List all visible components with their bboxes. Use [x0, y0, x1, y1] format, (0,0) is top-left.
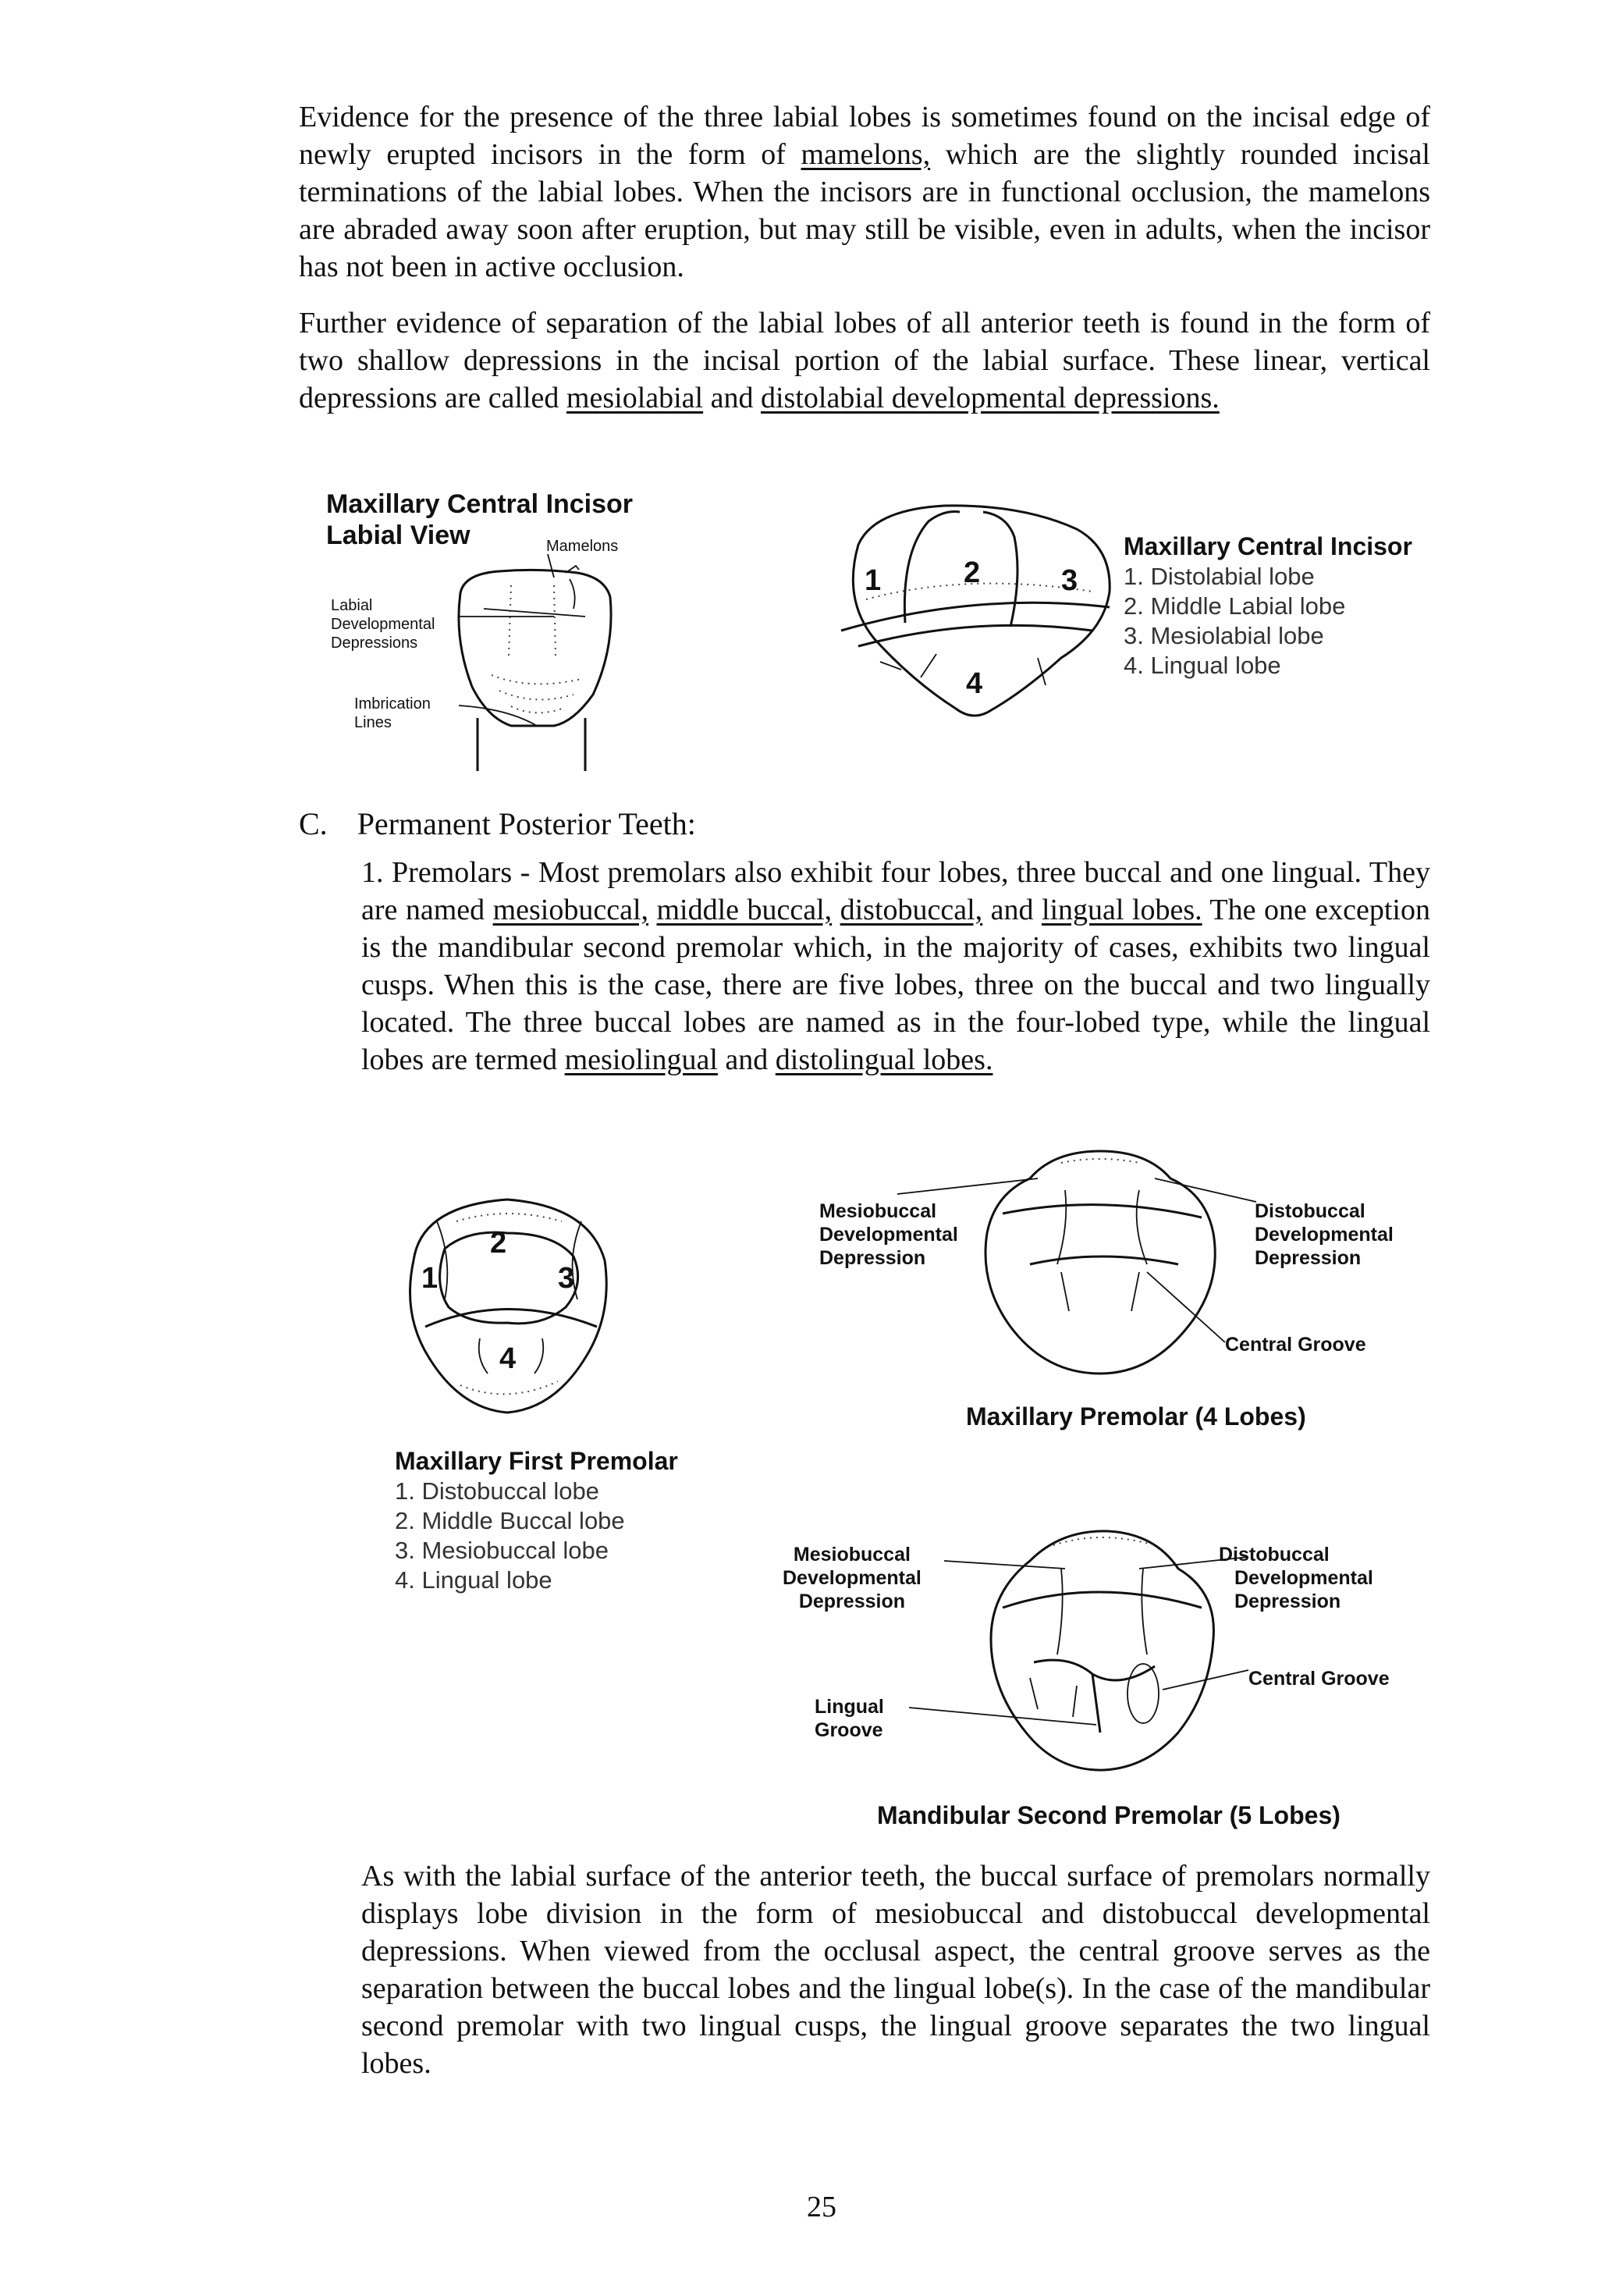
label-line: Groove	[815, 1719, 883, 1741]
label-mesiobuccal-depression-1	[819, 1200, 958, 1270]
incisor-lobes-legend	[1124, 531, 1412, 681]
label-central-groove-2: Central Groove	[1248, 1668, 1390, 1690]
label-line: Developmental	[819, 1224, 958, 1246]
legend-item: 4. Lingual lobe	[395, 1566, 552, 1594]
legend-item: 3. Mesiolabial lobe	[1124, 622, 1324, 649]
lobe-number-3: 3	[1061, 564, 1078, 597]
lobe-number-2: 2	[964, 556, 981, 589]
label-line: Depression	[1255, 1247, 1362, 1269]
label-line: Imbrication	[354, 695, 431, 713]
paragraph-text: Further evidence of separation of the labial lobes of all anterior teeth is found in the form of two shallow depressions in the incisal portion of the labial surface. These linear, vertical depressions are called	[299, 307, 1430, 414]
max-premolar-caption: Maxillary Premolar (4 Lobes)	[966, 1402, 1306, 1431]
paragraph-text: Evidence for the presence of the three labial lobes is sometimes found on the incisal edge of newly erupted incisors in the form of	[299, 101, 1430, 171]
label-line: Depression	[1234, 1590, 1341, 1612]
label-line: Depression	[819, 1247, 926, 1269]
paragraph-text: As with the labial surface of the anterior teeth, the buccal surface of premolars normally displays lobe division in the form of mesiobuccal and distobuccal developmental depressions. When viewed from the occlusal aspect, the central groove serves as the separation between the buccal lobes and the lingual lobe(s). In the case of the mandibular second premolar with two lingual cusps, the lingual groove separates the two lingual lobes.	[361, 1860, 1430, 2080]
incisor-labial-title-line2: Labial View	[326, 521, 471, 550]
label-mesiobuccal-depression-2	[783, 1543, 922, 1613]
label-line: Distobuccal	[1255, 1200, 1365, 1222]
label-lingual-groove	[815, 1695, 884, 1742]
lobe-number-4: 4	[499, 1342, 517, 1375]
incisor-labial-title-line1: Maxillary Central Incisor	[326, 489, 634, 519]
paragraph-mamelons	[299, 98, 1430, 286]
lobe-number-1: 1	[865, 564, 882, 597]
paragraph-text: which are the slightly rounded incisal terminations of the labial lobes. When the incisors are in functional occlusion, the mamelons are abraded away soon after eruption, but may still be visible, even in adults, when the incisor has not been in active occlusion.	[299, 138, 1430, 283]
lobe-number-3: 3	[558, 1262, 575, 1295]
lobe-number-4: 4	[966, 667, 983, 700]
legend-item: 1. Distolabial lobe	[1124, 563, 1315, 590]
first-premolar-drawing	[390, 1190, 624, 1424]
paragraph-text: and	[725, 1043, 769, 1076]
label-line: Mesiobuccal	[819, 1200, 937, 1222]
term-middle-buccal: middle buccal,	[656, 894, 833, 926]
incisor-lobes-drawing	[827, 498, 1124, 724]
max-premolar-drawing	[944, 1147, 1256, 1381]
label-line: Developmental	[783, 1567, 922, 1589]
legend-item: 2. Middle Buccal lobe	[395, 1507, 625, 1534]
term-mesiobuccal: mesiobuccal,	[492, 894, 649, 926]
mand-premolar-caption: Mandibular Second Premolar (5 Lobes)	[877, 1801, 1341, 1829]
label-line: Depression	[798, 1590, 905, 1612]
label-central-groove-1: Central Groove	[1225, 1334, 1366, 1356]
label-line: Labial	[331, 597, 373, 614]
paragraph-depressions	[299, 304, 1430, 417]
label-line: Lines	[354, 714, 392, 731]
term-lingual: lingual lobes.	[1041, 894, 1202, 926]
label-imbrication-lines	[354, 695, 431, 732]
paragraph-text: The one exception is the mandibular second premolar which, in the majority of cases, exhibits two lingual cusps. When this is the case, there are five lobes, three on the buccal and two lingually located. The three buccal lobes are named as in the four-lobed type, while the lingual lobes are termed	[361, 894, 1430, 1076]
legend-item: 3. Mesiobuccal lobe	[395, 1537, 609, 1564]
label-mamelons: Mamelons	[546, 538, 619, 555]
term-mesiolingual: mesiolingual	[564, 1043, 718, 1076]
label-distobuccal-depression-2	[1219, 1543, 1373, 1613]
section-letter: C.	[299, 806, 328, 841]
section-c-heading	[299, 805, 696, 843]
term-mesiolabial: mesiolabial	[566, 382, 704, 414]
term-distobuccal: distobuccal,	[840, 894, 983, 926]
item-number: 1.	[361, 856, 384, 889]
lobe-number-1: 1	[421, 1262, 439, 1295]
premolars-paragraph	[361, 854, 1430, 1079]
mand-premolar-drawing	[968, 1522, 1225, 1779]
paragraph-text: and	[990, 894, 1034, 926]
section-title: Permanent Posterior Teeth:	[357, 806, 696, 841]
label-line: Developmental	[1234, 1567, 1373, 1589]
paragraph-buccal-surface	[361, 1857, 1430, 2082]
label-labial-depressions	[331, 596, 435, 652]
legend-item: 2. Middle Labial lobe	[1124, 592, 1346, 620]
label-line: Developmental	[1255, 1224, 1394, 1246]
first-premolar-title: Maxillary First Premolar	[395, 1447, 678, 1475]
term-distolabial: distolabial developmental depressions.	[760, 382, 1220, 414]
label-line: Distobuccal	[1219, 1544, 1330, 1566]
incisor-labial-leaders	[437, 531, 593, 749]
term-mamelons: mamelons,	[801, 138, 931, 171]
lobe-number-2: 2	[490, 1227, 507, 1260]
label-distobuccal-depression-1	[1255, 1200, 1394, 1270]
page-number: 25	[807, 2191, 836, 2223]
term-distolingual: distolingual lobes.	[775, 1043, 993, 1076]
legend-item: 1. Distobuccal lobe	[395, 1477, 599, 1505]
label-line: Depressions	[331, 634, 418, 652]
paragraph-text: and	[703, 382, 761, 414]
label-line: Lingual	[815, 1696, 884, 1718]
legend-item: 4. Lingual lobe	[1124, 652, 1281, 679]
label-line: Developmental	[331, 616, 435, 633]
label-line: Mesiobuccal	[793, 1544, 911, 1566]
paragraph-text: Premolars - Most premolars also exhibit four lobes, three buccal and one lingual. They are named	[361, 856, 1430, 926]
first-premolar-legend	[395, 1445, 678, 1595]
incisor-lobes-title: Maxillary Central Incisor	[1124, 532, 1412, 560]
